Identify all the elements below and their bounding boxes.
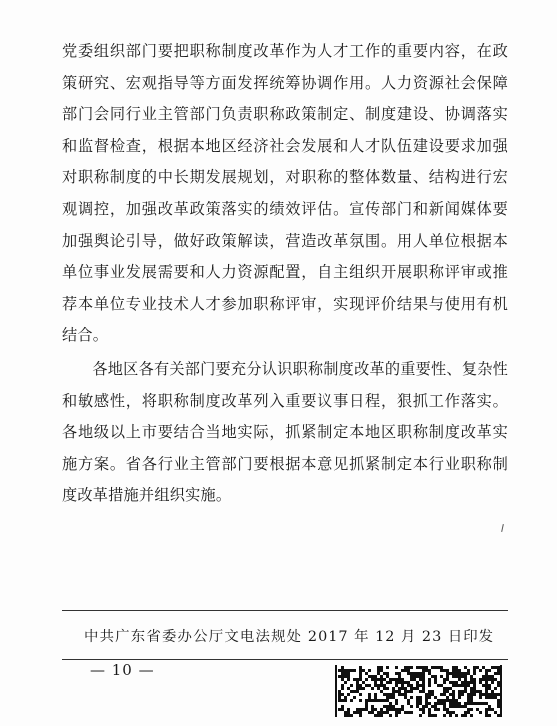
footer-print-date: 2017 年 12 月 23 日印发 bbox=[307, 629, 494, 645]
footer-issuer: 中共广东省委办公厅文电法规处 bbox=[84, 629, 303, 645]
document-body bbox=[62, 36, 508, 512]
page-number: — 10 — bbox=[90, 661, 155, 679]
body-paragraph-2: 各地区各有关部门要充分认识职称制度改革的重要性、复杂性和敏感性，将职称制度改革列入重要议事日程，狠抓工作落实。各地级以上市要结合当地实际，抓紧制定本地区职称制度改革实施方案。省各行业主管部门要根据本意见抓紧制定本行业职称制度改革措施并组织实施。 bbox=[62, 359, 508, 505]
document-footer bbox=[62, 610, 508, 660]
body-paragraph-1: 党委组织部门要把职称制度改革作为人才工作的重要内容，在政策研究、宏观指导等方面发挥统筹协调作用。人力资源社会保障部门会同行业主管部门负责职称政策制定、制度建设、协调落实和监督检查，根据本地区经济社会发展和人才队伍建设要求加强对职称制度的中长期发展规划，对职称的整体数量、结构进行宏观调控，加强改革政策落实的绩效评估。宣传部门和新闻媒体要加强舆论引导，做好政策解读，营造改革氛围。用人单位根据本单位事业发展需要和人力资源配置，自主组织开展职称评审或推荐本单位专业技术人才参加职称评审，实现评价结果与使用有机结合。 bbox=[62, 42, 508, 345]
stray-mark bbox=[501, 524, 504, 532]
barcode-icon bbox=[335, 665, 503, 717]
